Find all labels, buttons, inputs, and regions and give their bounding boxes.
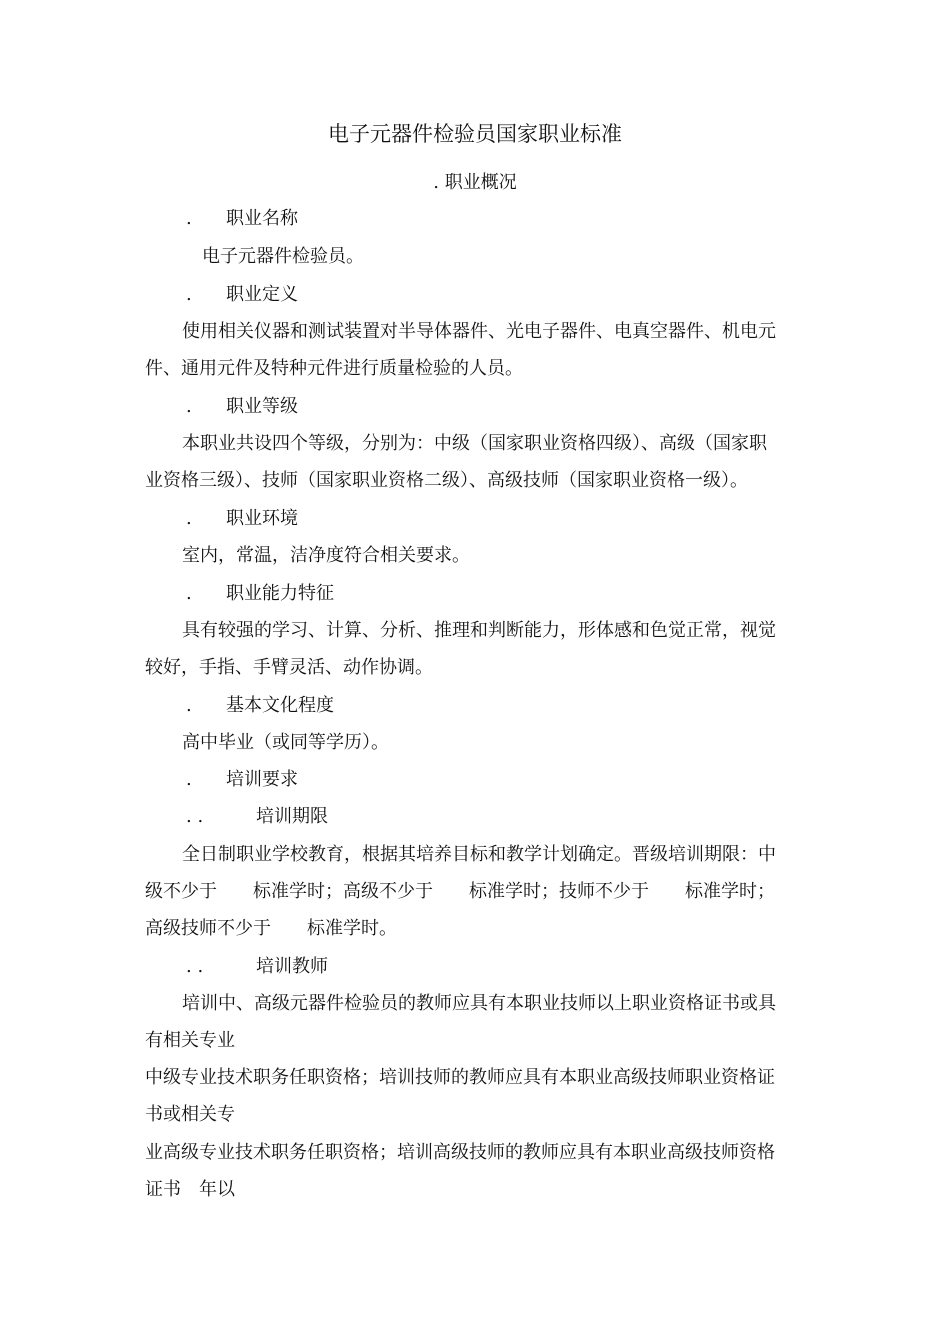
heading-training [186,771,298,789]
heading-text: 职业环境 [226,508,298,529]
paragraph-line: 室内，常温，洁净度符合相关要求。 [182,545,470,566]
paragraph-line: 高级技师不少于 标准学时。 [145,918,397,939]
paragraph-line: 中级专业技术职务任职资格；培训技师的教师应具有本职业高级技师职业资格证 [145,1067,775,1088]
paragraph-line: 级不少于 标准学时；高级不少于 标准学时；技师不少于 标准学时； [145,881,775,902]
paragraph-line: 有相关专业 [145,1030,235,1051]
heading-text: 职业名称 [226,208,298,229]
heading-bullet: . . [186,956,204,977]
heading-training-period [186,808,328,826]
heading-bullet: . [186,284,192,305]
heading-occupation-level [186,398,298,416]
paragraph-line: 业高级专业技术职务任职资格；培训高级技师的教师应具有本职业高级技师资格 [145,1142,775,1163]
paragraph-line: 本职业共设四个等级，分别为：中级（国家职业资格四级）、高级（国家职 [182,433,767,454]
paragraph-line: 证书 年以 [145,1179,235,1200]
heading-bullet: . [186,208,192,229]
heading-bullet: . [186,769,192,790]
paragraph-line: 业资格三级）、技师（国家职业资格二级）、高级技师（国家职业资格一级）。 [145,470,748,491]
heading-text: 职业定义 [226,284,298,305]
heading-text: 基本文化程度 [226,695,334,716]
heading-occupation-definition [186,286,298,304]
heading-occupation-environment [186,510,298,528]
heading-training-teacher [186,958,328,976]
heading-text: 培训要求 [226,769,298,790]
heading-bullet: . [186,396,192,417]
heading-occupation-name [186,210,298,228]
paragraph-line: 具有较强的学习、计算、分析、推理和判断能力，形体感和色觉正常，视觉 [182,620,776,641]
heading-bullet: . [186,508,192,529]
paragraph-line: 培训中、高级元器件检验员的教师应具有本职业技师以上职业资格证书或具 [182,993,776,1014]
heading-text: 培训期限 [256,806,328,827]
paragraph-line: 较好，手指、手臂灵活、动作协调。 [145,657,433,678]
heading-text: 职业能力特征 [226,583,334,604]
heading-text: 培训教师 [256,956,328,977]
heading-text: 职业等级 [226,396,298,417]
section-heading: . 职业概况 [433,172,517,193]
heading-bullet: . . [186,806,204,827]
paragraph-line: 全日制职业学校教育，根据其培养目标和教学计划确定。晋级培训期限：中 [182,844,776,865]
paragraph-line: 使用相关仪器和测试装置对半导体器件、光电子器件、电真空器件、机电元 [182,321,776,342]
heading-education [186,697,334,715]
heading-bullet: . [186,695,192,716]
heading-occupation-ability [186,585,334,603]
paragraph-line: 书或相关专 [145,1104,235,1125]
paragraph-occupation-name: 电子元器件检验员。 [202,246,364,267]
document-title: 电子元器件检验员国家职业标准 [328,122,622,146]
heading-bullet: . [186,583,192,604]
paragraph-line: 件、通用元件及特种元件进行质量检验的人员。 [145,358,523,379]
paragraph-line: 高中毕业（或同等学历）。 [182,732,389,753]
